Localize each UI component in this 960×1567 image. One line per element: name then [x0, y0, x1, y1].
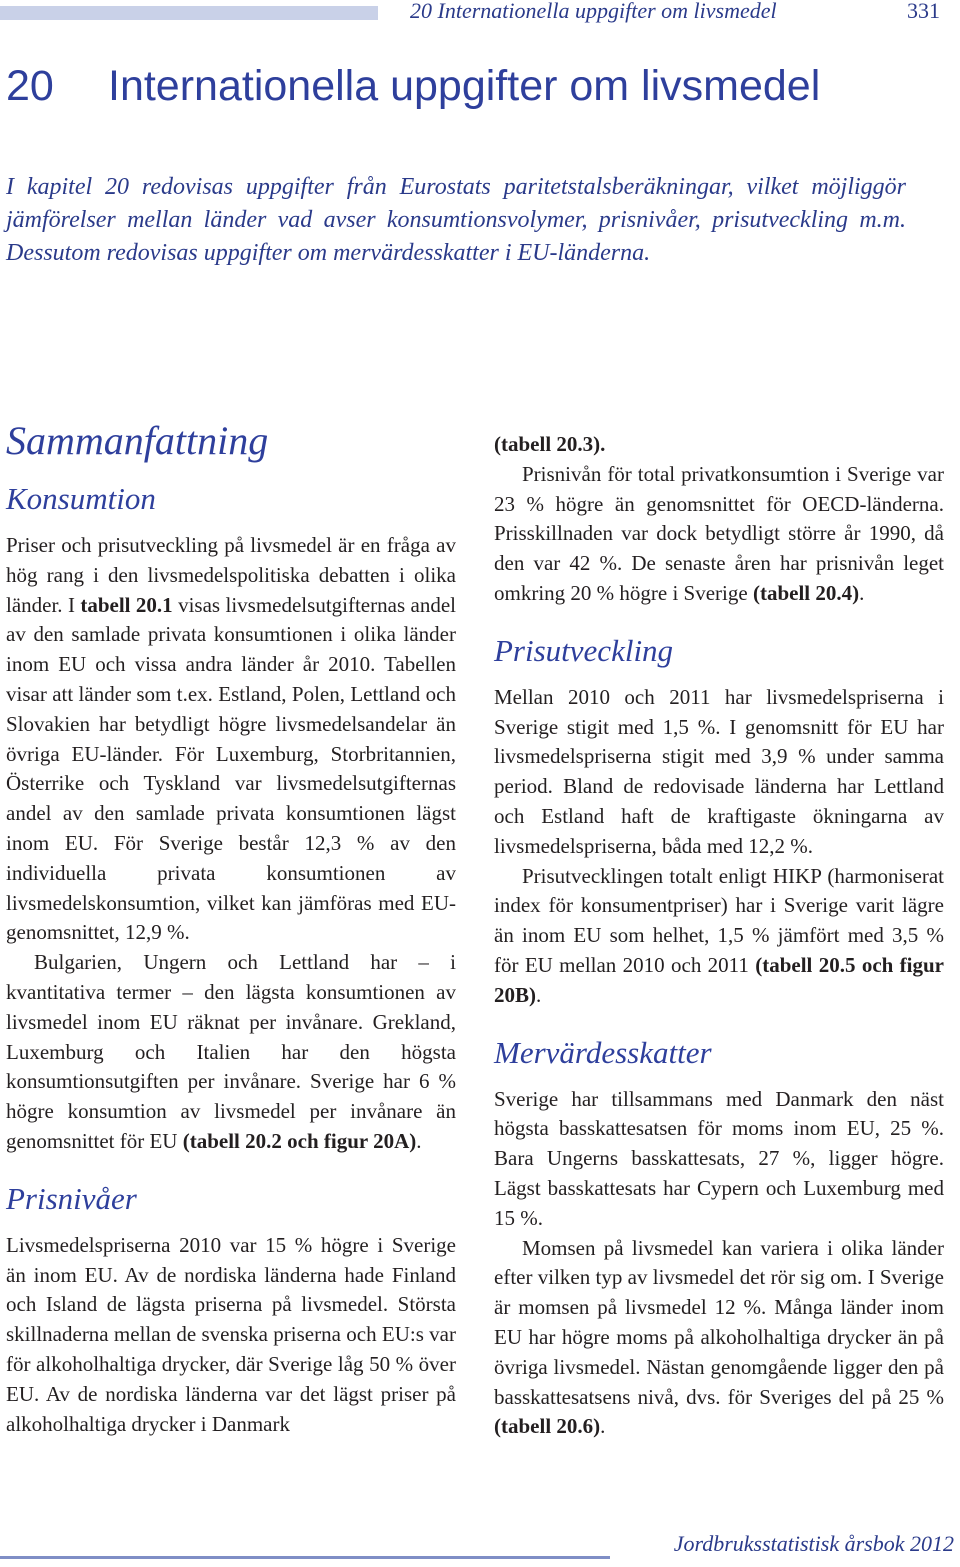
- text: Prisnivån för total privatkonsumtion i Sverige var 23 % högre än genomsnittet för OECD-länderna. Prisskillnaden var dock betydligt större år 1990, då den var 42 %. De senaste åren har prisnivån leget omkring 20 % högre i Sverige: [494, 461, 944, 605]
- moms-paragraph-1: Sverige har tillsammans med Danmark den näst högsta basskattesatsen för moms inom EU, 25 %. Bara Ungerns basskattesats, 27 %, ligger högre. Lägst basskattesats har Cypern och Luxemburg med 15 %.: [494, 1086, 944, 1230]
- chapter-title: [6, 62, 820, 111]
- right-column: [494, 430, 944, 1442]
- prisnivaer-heading: Prisnivåer: [6, 1180, 137, 1216]
- header-bar: [0, 6, 378, 20]
- prisnivaer-paragraph-2: [494, 460, 944, 609]
- konsumtion-paragraph-1: [6, 531, 456, 948]
- text: .: [600, 1414, 606, 1439]
- moms-paragraph-2: [494, 1234, 944, 1443]
- text: Momsen på livsmedel kan variera i olika länder efter vilken typ av livsmedel det rör sig om. I Sverige är momsen på livsmedel 12 %. Många länder inom EU har högre moms på alkoholhaltiga drycker än på övriga livsmedel. Nästan genomgående ligger den på basskattesatsens nivå, dvs. för Sveriges del på 25 %: [494, 1235, 944, 1409]
- chapter-intro: I kapitel 20 redovisas uppgifter från Eurostats paritetstalsberäkningar, vilket möjliggör jämförelser mellan länder vad avser konsumtionsvolymer, prisnivåer, prisutveckling m.m. Dessutom redovisas uppgifter om mervärdesskatter i EU-länderna.: [6, 174, 906, 266]
- table-reference: (tabell 20.2 och figur 20A): [182, 1128, 417, 1153]
- text: Livsmedelspriserna 2010 var 15 % högre i Sverige än inom EU. Av de nordiska länderna hade Finland och Island de lägsta priserna på livsmedel. Största skillnaderna mellan de svenska priserna och EU:s var för alkoholhaltiga drycker, där Sverige låg 50 % över EU. Av de nordiska länderna var det lägst priser på alkoholhaltiga drycker i Danmark: [6, 1232, 456, 1436]
- text: .: [859, 580, 865, 605]
- prisutveckling-heading: Prisutveckling: [494, 632, 674, 668]
- table-reference: tabell 20.1: [80, 592, 173, 617]
- table-reference: (tabell 20.3).: [494, 432, 606, 456]
- table-reference: (tabell 20.6): [494, 1414, 601, 1439]
- text: .: [416, 1128, 422, 1153]
- prisnivaer-paragraph-1-cont: [494, 430, 944, 460]
- chapter-number: 20: [6, 62, 54, 110]
- table-reference: (tabell 20.5 och figur 20B): [494, 952, 944, 1007]
- prisnivaer-paragraph-1: [6, 1231, 456, 1440]
- text: Bulgarien, Ungern och Lettland har – i kvantitativa termer – den lägsta konsumtionen av livsmedel inom EU räknat per invånare. Grekland, Luxemburg och Italien har den högsta konsumtionsutgiften per invånare. Sverige har 6 % högre konsumtion av livsmedel per invånare än genomsnittet för EU: [6, 950, 456, 1153]
- running-title: 20 Internationella uppgifter om livsmedel: [410, 0, 777, 23]
- text: visas livsmedelsutgifternas andel av den samlade privata konsumtionen i olika länder inom EU och vissa andra länder år 2010. Tabellen visar att länder som t.ex. Estland, Polen, Lettland och Slovakien har betydligt högre livsmedelsandelar än övriga EU-länder. För Luxemburg, Storbritannien, Österrike och Tyskland var livsmedelsutgifternas andel av den samlade privata konsumtionen lägst inom EU. För Sverige består 12,3 % av den individuella privata konsumtionen av livsmedelskonsumtion, vilket kan jämföras med EU-genomsnittet, 12,9 %.: [6, 592, 456, 945]
- page-number: 331: [907, 0, 940, 23]
- text: .: [536, 982, 542, 1007]
- footer-publication: Jordbruksstatistisk årsbok 2012: [673, 1531, 954, 1556]
- moms-heading: Mervärdesskatter: [494, 1034, 712, 1070]
- prisutveckling-paragraph-2: [494, 862, 944, 1011]
- prisutveckling-paragraph-1: Mellan 2010 och 2011 har livsmedelspriserna i Sverige stigit med 1,5 %. I genomsnitt för EU har livsmedelspriserna stigit med 3,9 % under samma period. Bland de redovisade länderna har Lettland och Estland haft de kraftigaste ökningarna av livsmedelspriserna, båda med 12,2 %.: [494, 684, 944, 858]
- footer-rule: [0, 1556, 610, 1559]
- summary-heading: Sammanfattning: [6, 418, 269, 463]
- chapter-title-text: Internationella uppgifter om livsmedel: [108, 62, 821, 110]
- table-reference: (tabell 20.4): [752, 580, 860, 605]
- left-column: [6, 415, 456, 1439]
- text: Priser och prisutveckling på livsmedel är en fråga av hög rang i den livsmedelspolitiska debatten i olika länder. I: [6, 533, 456, 617]
- konsumtion-heading: Konsumtion: [6, 481, 156, 516]
- konsumtion-paragraph-2: [6, 948, 456, 1157]
- text: Prisutvecklingen totalt enligt HIKP (harmoniserat index för konsumentpriser) har i Sverige varit lägre än inom EU som helhet, 1,5 % jämfört med 3,5 % för EU mellan 2010 och 2011: [494, 863, 944, 977]
